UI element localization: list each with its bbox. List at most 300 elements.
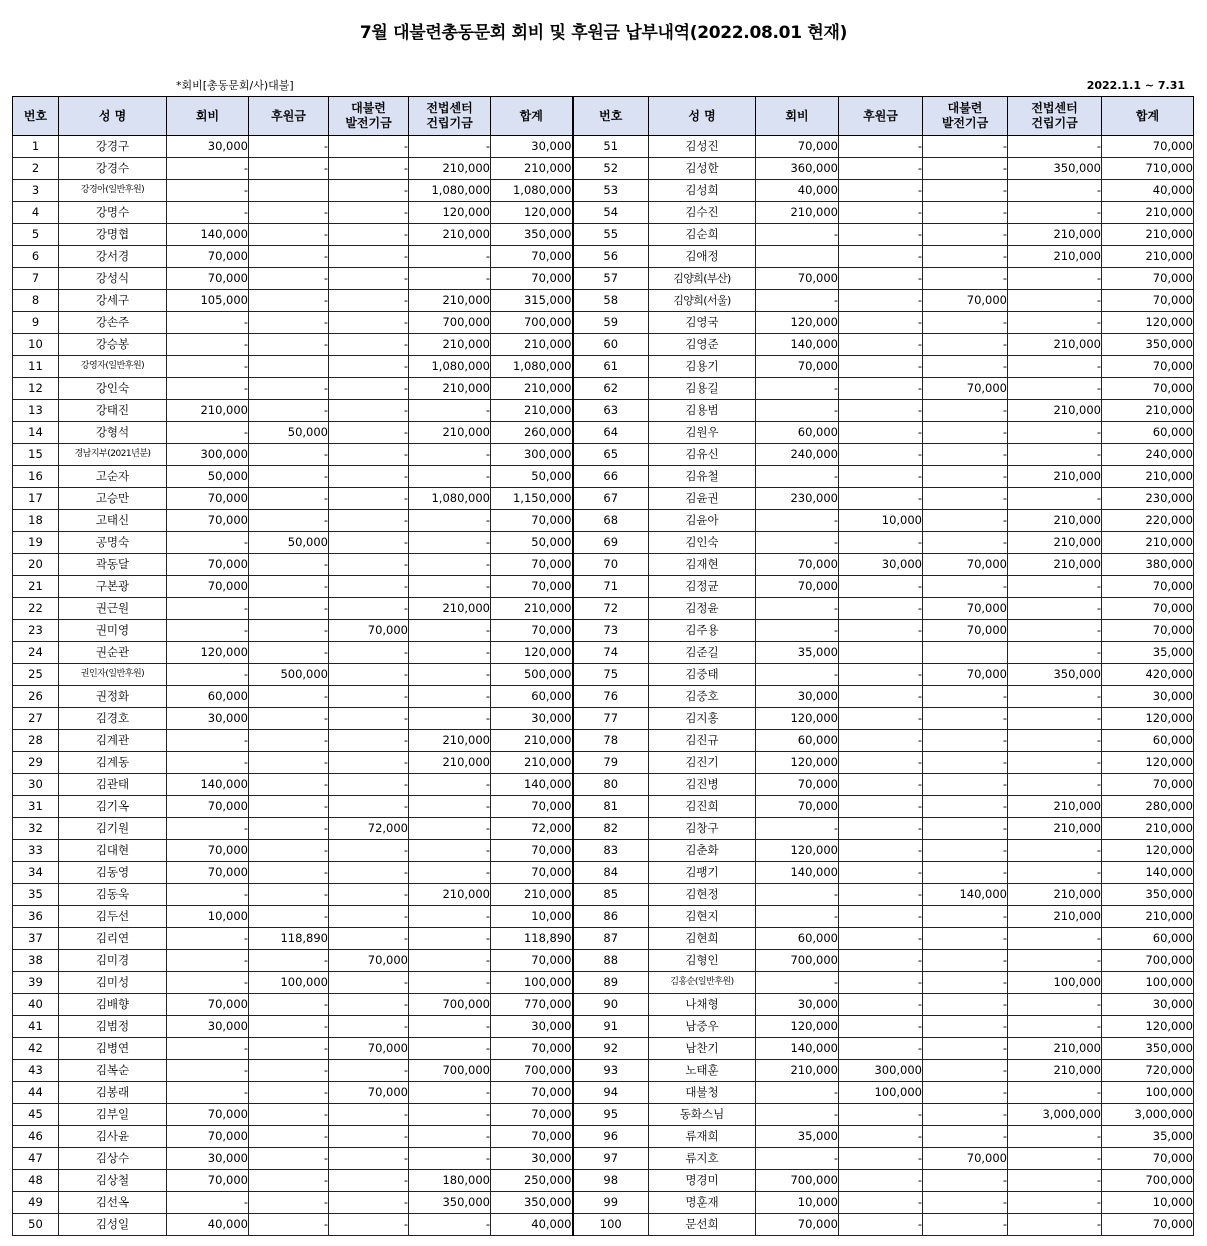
row-number: 33 bbox=[13, 840, 59, 862]
center-fund-cell: 700,000 bbox=[409, 1060, 491, 1082]
total-cell: 70,000 bbox=[1102, 378, 1194, 400]
fee-cell: 50,000 bbox=[167, 466, 249, 488]
table-row bbox=[13, 884, 1194, 906]
member-name: 강손주 bbox=[59, 312, 167, 334]
donation-cell: - bbox=[249, 1082, 329, 1104]
donation-cell: - bbox=[839, 972, 923, 994]
center-fund-cell: 210,000 bbox=[409, 752, 491, 774]
member-name: 강서경 bbox=[59, 246, 167, 268]
member-name: 동화스님 bbox=[649, 1104, 756, 1126]
member-name: 김진기 bbox=[649, 752, 756, 774]
member-name: 김동영 bbox=[59, 862, 167, 884]
total-cell: 720,000 bbox=[1102, 1060, 1194, 1082]
row-number: 41 bbox=[13, 1016, 59, 1038]
fee-cell: - bbox=[167, 598, 249, 620]
fee-cell: - bbox=[167, 158, 249, 180]
member-name: 김현희 bbox=[649, 928, 756, 950]
total-cell: 210,000 bbox=[1102, 246, 1194, 268]
fee-cell: 105,000 bbox=[167, 290, 249, 312]
table-row bbox=[13, 796, 1194, 818]
development-fund-cell: - bbox=[923, 950, 1008, 972]
development-fund-cell: - bbox=[329, 136, 409, 158]
row-number: 78 bbox=[573, 730, 649, 752]
center-fund-cell: 1,080,000 bbox=[409, 488, 491, 510]
row-number: 85 bbox=[573, 884, 649, 906]
row-number: 6 bbox=[13, 246, 59, 268]
fee-cell: 30,000 bbox=[167, 708, 249, 730]
table-row bbox=[13, 312, 1194, 334]
member-name: 김창구 bbox=[649, 818, 756, 840]
development-fund-cell: - bbox=[923, 730, 1008, 752]
total-cell: 420,000 bbox=[1102, 664, 1194, 686]
total-cell: 140,000 bbox=[491, 774, 573, 796]
fee-cell: 30,000 bbox=[756, 686, 839, 708]
development-fund-cell: - bbox=[923, 1060, 1008, 1082]
member-name: 고순자 bbox=[59, 466, 167, 488]
development-fund-cell: - bbox=[329, 1126, 409, 1148]
table-row bbox=[13, 224, 1194, 246]
center-fund-cell: 210,000 bbox=[409, 422, 491, 444]
development-fund-cell: - bbox=[923, 708, 1008, 730]
total-cell: 700,000 bbox=[491, 312, 573, 334]
center-fund-cell: - bbox=[409, 862, 491, 884]
total-cell: 380,000 bbox=[1102, 554, 1194, 576]
member-name: 김진병 bbox=[649, 774, 756, 796]
development-fund-cell: - bbox=[923, 576, 1008, 598]
table-row bbox=[13, 158, 1194, 180]
total-cell: 210,000 bbox=[1102, 224, 1194, 246]
table-row bbox=[13, 400, 1194, 422]
donation-cell: - bbox=[249, 158, 329, 180]
fee-cell: 70,000 bbox=[167, 1170, 249, 1192]
total-cell: 70,000 bbox=[491, 862, 573, 884]
center-fund-cell: - bbox=[409, 268, 491, 290]
total-cell: 1,150,000 bbox=[491, 488, 573, 510]
total-cell: 35,000 bbox=[1102, 1126, 1194, 1148]
development-fund-cell: - bbox=[329, 576, 409, 598]
donation-cell: - bbox=[249, 1038, 329, 1060]
donation-cell: - bbox=[249, 884, 329, 906]
donation-cell: 30,000 bbox=[839, 554, 923, 576]
row-number: 38 bbox=[13, 950, 59, 972]
fee-cell: - bbox=[167, 664, 249, 686]
development-fund-cell: - bbox=[923, 686, 1008, 708]
member-name: 남찬기 bbox=[649, 1038, 756, 1060]
total-cell: 70,000 bbox=[491, 1038, 573, 1060]
development-fund-cell: 70,000 bbox=[329, 1038, 409, 1060]
center-fund-cell: - bbox=[409, 906, 491, 928]
row-number: 75 bbox=[573, 664, 649, 686]
col-header-fee: 회비 bbox=[756, 97, 839, 136]
development-fund-cell: - bbox=[923, 224, 1008, 246]
table-row bbox=[13, 202, 1194, 224]
donation-cell: 50,000 bbox=[249, 422, 329, 444]
center-fund-cell: 700,000 bbox=[409, 312, 491, 334]
donation-cell: - bbox=[249, 1126, 329, 1148]
center-fund-cell: 210,000 bbox=[1008, 884, 1102, 906]
development-fund-cell: - bbox=[923, 422, 1008, 444]
member-name: 권미영 bbox=[59, 620, 167, 642]
donation-cell: - bbox=[839, 1126, 923, 1148]
table-row bbox=[13, 862, 1194, 884]
donation-cell: - bbox=[839, 268, 923, 290]
row-number: 50 bbox=[13, 1214, 59, 1236]
center-fund-cell: 210,000 bbox=[1008, 334, 1102, 356]
row-number: 91 bbox=[573, 1016, 649, 1038]
fee-cell: - bbox=[756, 290, 839, 312]
donation-cell: - bbox=[249, 730, 329, 752]
member-name: 대불청 bbox=[649, 1082, 756, 1104]
total-cell: 35,000 bbox=[1102, 642, 1194, 664]
development-fund-cell: - bbox=[329, 1192, 409, 1214]
row-number: 59 bbox=[573, 312, 649, 334]
total-cell: 350,000 bbox=[491, 224, 573, 246]
member-name: 김원우 bbox=[649, 422, 756, 444]
donation-cell: - bbox=[839, 840, 923, 862]
total-cell: 210,000 bbox=[1102, 818, 1194, 840]
member-name: 류재희 bbox=[649, 1126, 756, 1148]
row-number: 86 bbox=[573, 906, 649, 928]
center-fund-cell: - bbox=[1008, 642, 1102, 664]
donation-cell: - bbox=[839, 1170, 923, 1192]
development-fund-cell: - bbox=[923, 1082, 1008, 1104]
donation-cell: 50,000 bbox=[249, 532, 329, 554]
center-fund-cell: - bbox=[409, 818, 491, 840]
fee-cell: 10,000 bbox=[167, 906, 249, 928]
member-name: 김유신 bbox=[649, 444, 756, 466]
development-fund-cell: - bbox=[329, 774, 409, 796]
col-header-fee: 회비 bbox=[167, 97, 249, 136]
center-fund-cell: - bbox=[409, 554, 491, 576]
fee-cell: - bbox=[756, 466, 839, 488]
row-number: 60 bbox=[573, 334, 649, 356]
development-fund-cell: - bbox=[923, 774, 1008, 796]
fee-cell: 70,000 bbox=[756, 576, 839, 598]
total-cell: 30,000 bbox=[491, 708, 573, 730]
total-cell: 70,000 bbox=[491, 1104, 573, 1126]
member-name: 김상철 bbox=[59, 1170, 167, 1192]
development-fund-cell: - bbox=[329, 840, 409, 862]
donation-cell: - bbox=[839, 158, 923, 180]
donation-cell: - bbox=[249, 378, 329, 400]
fee-cell: - bbox=[167, 1192, 249, 1214]
fee-cell: - bbox=[756, 664, 839, 686]
center-fund-cell: 210,000 bbox=[1008, 246, 1102, 268]
donation-cell: - bbox=[839, 224, 923, 246]
row-number: 63 bbox=[573, 400, 649, 422]
row-number: 8 bbox=[13, 290, 59, 312]
fee-cell: 120,000 bbox=[756, 708, 839, 730]
donation-cell: - bbox=[249, 1148, 329, 1170]
total-cell: 120,000 bbox=[1102, 708, 1194, 730]
donation-cell: - bbox=[839, 136, 923, 158]
table-row bbox=[13, 180, 1194, 202]
table-row bbox=[13, 1104, 1194, 1126]
center-fund-cell: 350,000 bbox=[409, 1192, 491, 1214]
table-row bbox=[13, 510, 1194, 532]
member-name: 김윤아 bbox=[649, 510, 756, 532]
center-fund-cell: 210,000 bbox=[1008, 1038, 1102, 1060]
center-fund-cell: - bbox=[1008, 730, 1102, 752]
donation-cell: 100,000 bbox=[249, 972, 329, 994]
total-cell: 120,000 bbox=[1102, 312, 1194, 334]
fee-cell: 70,000 bbox=[167, 1104, 249, 1126]
center-fund-cell: 210,000 bbox=[409, 730, 491, 752]
row-number: 23 bbox=[13, 620, 59, 642]
fee-cell: 70,000 bbox=[167, 268, 249, 290]
fee-cell: - bbox=[167, 928, 249, 950]
row-number: 20 bbox=[13, 554, 59, 576]
member-name: 김성희 bbox=[649, 180, 756, 202]
member-name: 나채형 bbox=[649, 994, 756, 1016]
center-fund-cell: - bbox=[1008, 1082, 1102, 1104]
fee-cell: - bbox=[756, 510, 839, 532]
member-name: 고승만 bbox=[59, 488, 167, 510]
fee-cell: 70,000 bbox=[167, 554, 249, 576]
fee-cell: 70,000 bbox=[756, 1214, 839, 1236]
total-cell: 120,000 bbox=[491, 202, 573, 224]
center-fund-cell: - bbox=[1008, 950, 1102, 972]
col-header-center-fund: 전법센터 건립기금 bbox=[1008, 97, 1102, 136]
table-row bbox=[13, 378, 1194, 400]
member-name: 김두선 bbox=[59, 906, 167, 928]
donation-cell: - bbox=[249, 620, 329, 642]
donation-cell: - bbox=[839, 180, 923, 202]
fee-cell: 70,000 bbox=[756, 774, 839, 796]
fee-cell: 300,000 bbox=[167, 444, 249, 466]
member-name: 김경호 bbox=[59, 708, 167, 730]
member-name: 강경구 bbox=[59, 136, 167, 158]
donation-cell: - bbox=[839, 774, 923, 796]
center-fund-cell: - bbox=[409, 444, 491, 466]
center-fund-cell: - bbox=[1008, 928, 1102, 950]
center-fund-cell: 210,000 bbox=[409, 378, 491, 400]
development-fund-cell: - bbox=[923, 356, 1008, 378]
development-fund-cell: - bbox=[329, 1016, 409, 1038]
member-name: 김수진 bbox=[649, 202, 756, 224]
development-fund-cell: - bbox=[923, 136, 1008, 158]
fee-cell: 210,000 bbox=[167, 400, 249, 422]
donation-cell: 100,000 bbox=[839, 1082, 923, 1104]
fee-cell: - bbox=[167, 950, 249, 972]
donation-cell: - bbox=[839, 1214, 923, 1236]
fee-cell: 35,000 bbox=[756, 1126, 839, 1148]
table-row bbox=[13, 290, 1194, 312]
fee-cell: 70,000 bbox=[756, 356, 839, 378]
center-fund-cell: 350,000 bbox=[1008, 664, 1102, 686]
fee-cell: - bbox=[167, 1082, 249, 1104]
development-fund-cell: - bbox=[329, 180, 409, 202]
row-number: 42 bbox=[13, 1038, 59, 1060]
development-fund-cell: - bbox=[923, 202, 1008, 224]
development-fund-cell: - bbox=[329, 1214, 409, 1236]
table-row bbox=[13, 1192, 1194, 1214]
fee-cell: 140,000 bbox=[756, 334, 839, 356]
fee-cell: - bbox=[167, 730, 249, 752]
member-name: 김성한 bbox=[649, 158, 756, 180]
total-cell: 70,000 bbox=[491, 1082, 573, 1104]
center-fund-cell: - bbox=[1008, 268, 1102, 290]
donation-cell: - bbox=[249, 818, 329, 840]
member-name: 김용범 bbox=[649, 400, 756, 422]
development-fund-cell: - bbox=[329, 224, 409, 246]
total-cell: 70,000 bbox=[1102, 136, 1194, 158]
fee-cell: - bbox=[756, 400, 839, 422]
table-row bbox=[13, 774, 1194, 796]
donation-cell: - bbox=[839, 1192, 923, 1214]
center-fund-cell: - bbox=[1008, 136, 1102, 158]
donation-cell: - bbox=[839, 334, 923, 356]
member-name: 강인숙 bbox=[59, 378, 167, 400]
fee-cell: 240,000 bbox=[756, 444, 839, 466]
development-fund-cell: - bbox=[329, 686, 409, 708]
row-number: 96 bbox=[573, 1126, 649, 1148]
fee-cell: - bbox=[756, 884, 839, 906]
row-number: 29 bbox=[13, 752, 59, 774]
development-fund-cell bbox=[923, 642, 1008, 664]
row-number: 40 bbox=[13, 994, 59, 1016]
member-name: 김애정 bbox=[649, 246, 756, 268]
row-number: 83 bbox=[573, 840, 649, 862]
center-fund-cell: 210,000 bbox=[409, 224, 491, 246]
table-row bbox=[13, 1016, 1194, 1038]
row-number: 45 bbox=[13, 1104, 59, 1126]
fee-cell: 120,000 bbox=[167, 642, 249, 664]
member-name: 김선옥 bbox=[59, 1192, 167, 1214]
member-name: 김영준 bbox=[649, 334, 756, 356]
row-number: 36 bbox=[13, 906, 59, 928]
donation-cell: 118,890 bbox=[249, 928, 329, 950]
member-name: 강경아(일반후원) bbox=[59, 180, 167, 202]
table-row bbox=[13, 664, 1194, 686]
total-cell: 30,000 bbox=[491, 1148, 573, 1170]
development-fund-cell: - bbox=[329, 312, 409, 334]
row-number: 37 bbox=[13, 928, 59, 950]
table-row bbox=[13, 356, 1194, 378]
total-cell: 220,000 bbox=[1102, 510, 1194, 532]
total-cell: 100,000 bbox=[1102, 972, 1194, 994]
col-header-center-fund: 전법센터 건립기금 bbox=[409, 97, 491, 136]
center-fund-cell: 210,000 bbox=[409, 598, 491, 620]
development-fund-cell: 70,000 bbox=[923, 664, 1008, 686]
donation-cell: 500,000 bbox=[249, 664, 329, 686]
fee-cell: - bbox=[756, 620, 839, 642]
center-fund-cell: - bbox=[1008, 180, 1102, 202]
development-fund-cell: - bbox=[923, 180, 1008, 202]
table-row bbox=[13, 840, 1194, 862]
donation-cell: - bbox=[839, 796, 923, 818]
fee-cell: - bbox=[167, 620, 249, 642]
donation-cell: - bbox=[249, 1214, 329, 1236]
row-number: 84 bbox=[573, 862, 649, 884]
donation-cell: - bbox=[249, 224, 329, 246]
member-name: 김정균 bbox=[649, 576, 756, 598]
fee-cell: 70,000 bbox=[167, 862, 249, 884]
total-cell: 118,890 bbox=[491, 928, 573, 950]
table-row bbox=[13, 1214, 1194, 1236]
fee-cell: 40,000 bbox=[167, 1214, 249, 1236]
total-cell: 240,000 bbox=[1102, 444, 1194, 466]
row-number: 5 bbox=[13, 224, 59, 246]
table-row bbox=[13, 818, 1194, 840]
row-number: 54 bbox=[573, 202, 649, 224]
fee-cell: 70,000 bbox=[167, 246, 249, 268]
total-cell: 120,000 bbox=[491, 642, 573, 664]
development-fund-cell: - bbox=[329, 928, 409, 950]
table-row bbox=[13, 730, 1194, 752]
member-name: 권근원 bbox=[59, 598, 167, 620]
total-cell: 1,080,000 bbox=[491, 356, 573, 378]
fee-cell: - bbox=[167, 180, 249, 202]
donation-cell: - bbox=[839, 246, 923, 268]
donation-cell: - bbox=[249, 1016, 329, 1038]
center-fund-cell: 210,000 bbox=[1008, 554, 1102, 576]
total-cell: 140,000 bbox=[1102, 862, 1194, 884]
member-name: 김중태 bbox=[649, 664, 756, 686]
total-cell: 60,000 bbox=[1102, 928, 1194, 950]
total-cell: 350,000 bbox=[491, 1192, 573, 1214]
development-fund-cell: 70,000 bbox=[329, 1082, 409, 1104]
development-fund-cell: - bbox=[329, 752, 409, 774]
development-fund-cell: - bbox=[923, 972, 1008, 994]
member-name: 김병연 bbox=[59, 1038, 167, 1060]
member-name: 김상수 bbox=[59, 1148, 167, 1170]
total-cell: 70,000 bbox=[1102, 774, 1194, 796]
center-fund-cell: - bbox=[1008, 444, 1102, 466]
fee-cell: 210,000 bbox=[756, 202, 839, 224]
total-cell: 10,000 bbox=[1102, 1192, 1194, 1214]
member-name: 강명협 bbox=[59, 224, 167, 246]
development-fund-cell: - bbox=[923, 1126, 1008, 1148]
fee-cell: 140,000 bbox=[756, 1038, 839, 1060]
donation-cell: - bbox=[839, 598, 923, 620]
row-number: 15 bbox=[13, 444, 59, 466]
fee-cell: 120,000 bbox=[756, 312, 839, 334]
center-fund-cell: - bbox=[409, 510, 491, 532]
fee-cell bbox=[756, 246, 839, 268]
development-fund-cell: - bbox=[329, 532, 409, 554]
member-name: 김성진 bbox=[649, 136, 756, 158]
development-fund-cell: - bbox=[329, 158, 409, 180]
row-number: 80 bbox=[573, 774, 649, 796]
fee-cell: - bbox=[756, 532, 839, 554]
center-fund-cell: - bbox=[409, 950, 491, 972]
total-cell: 210,000 bbox=[1102, 466, 1194, 488]
row-number: 21 bbox=[13, 576, 59, 598]
total-cell: 120,000 bbox=[1102, 752, 1194, 774]
member-name: 곽동달 bbox=[59, 554, 167, 576]
row-number: 13 bbox=[13, 400, 59, 422]
donation-cell: - bbox=[249, 510, 329, 532]
total-cell: 30,000 bbox=[491, 136, 573, 158]
donation-cell: - bbox=[839, 1016, 923, 1038]
member-name: 류지호 bbox=[649, 1148, 756, 1170]
col-header-total: 합계 bbox=[491, 97, 573, 136]
total-cell: 70,000 bbox=[491, 268, 573, 290]
fee-cell: - bbox=[756, 1148, 839, 1170]
member-name: 노태훈 bbox=[649, 1060, 756, 1082]
center-fund-cell: - bbox=[1008, 1192, 1102, 1214]
center-fund-cell: 210,000 bbox=[1008, 796, 1102, 818]
row-number: 48 bbox=[13, 1170, 59, 1192]
table-row bbox=[13, 928, 1194, 950]
member-name: 권정화 bbox=[59, 686, 167, 708]
member-name: 김봉래 bbox=[59, 1082, 167, 1104]
col-header-number: 번호 bbox=[13, 97, 59, 136]
development-fund-cell: - bbox=[329, 642, 409, 664]
development-fund-cell: 140,000 bbox=[923, 884, 1008, 906]
center-fund-cell: - bbox=[409, 1082, 491, 1104]
